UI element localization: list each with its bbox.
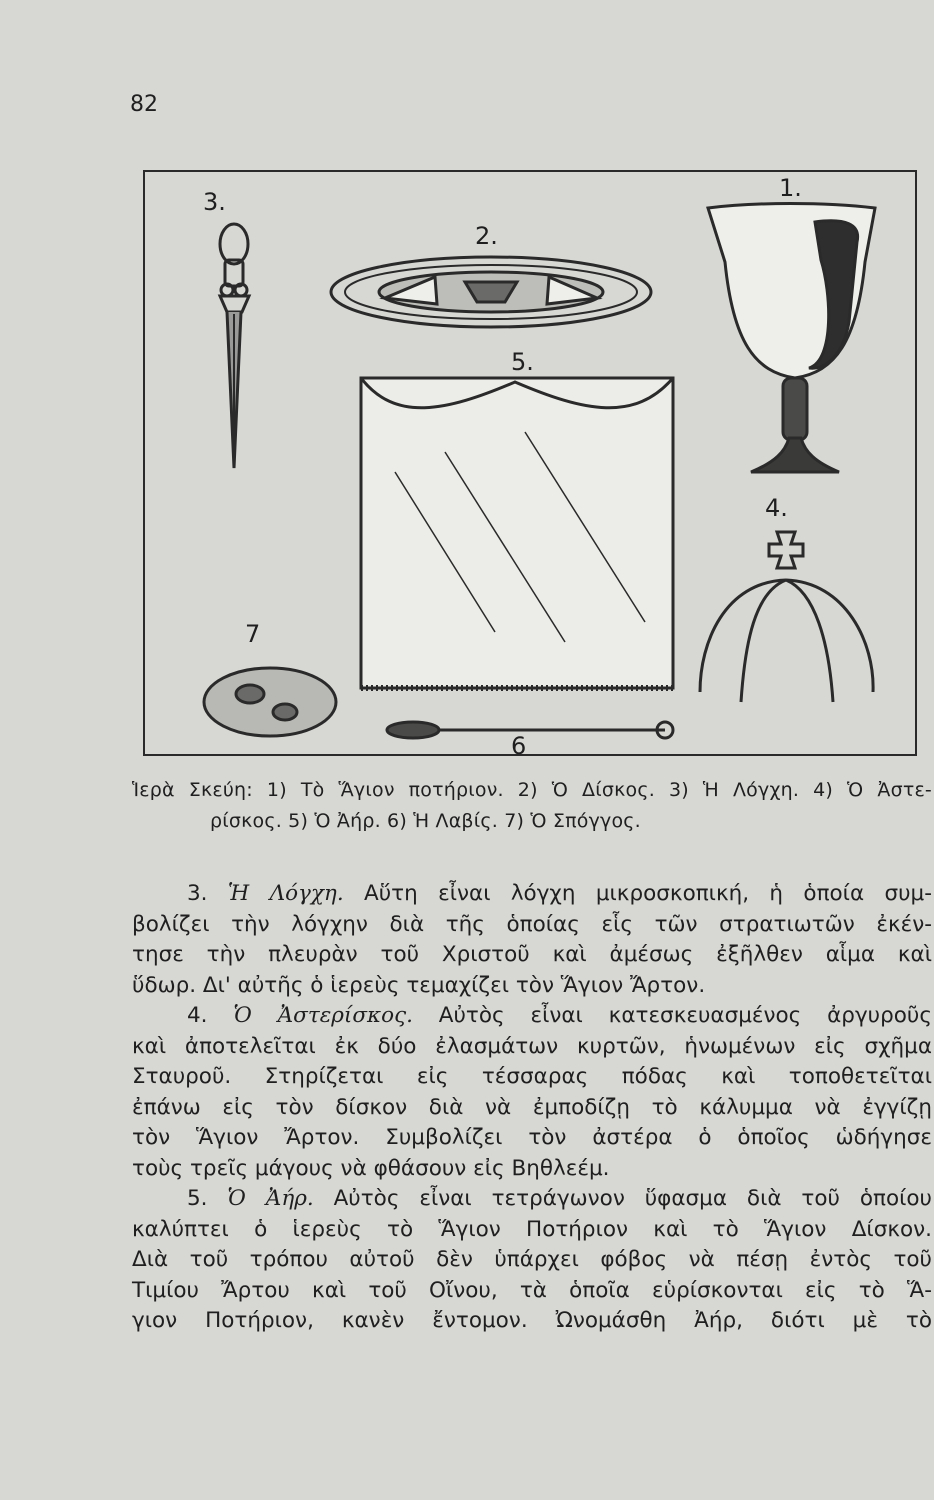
paragraph-line: [132, 1184, 932, 1215]
paragraph-line: Διὰ τοῦ τρόπου αὐτοῦ δὲν ὑπάρχει φόβος νὰ πέσῃ ἐντὸς τοῦ: [132, 1247, 932, 1272]
paragraph-line: βολίζει τὴν λόγχην διὰ τῆς ὁποίας εἷς τῶν στρατιωτῶν ἐκέν-: [132, 911, 932, 937]
paragraph-term: Ὁ Ἀήρ.: [227, 1186, 314, 1211]
spoon-illustration: [387, 722, 673, 738]
lance-illustration: [220, 224, 249, 468]
chalice-illustration: [708, 204, 875, 473]
paragraph-line: ἐπάνω εἰς τὸν δίσκον διὰ νὰ ἐμποδίζῃ τὸ κάλυμμα νὰ ἐγγίζῃ: [132, 1094, 932, 1120]
paragraph-term: Ἡ Λόγχη.: [227, 881, 344, 906]
paragraph-line: Τιμίου Ἄρτου καὶ τοῦ Οἴνου, τὰ ὁποῖα εὑρίσκονται εἰς τὸ Ἅ-: [132, 1277, 932, 1303]
caption-line: Ἱερὰ Σκεύη: 1) Τὸ Ἅγιον ποτήριον. 2) Ὁ Δίσκος. 3) Ἡ Λόγχη. 4) Ὁ Ἀστε-: [132, 779, 932, 801]
label-aer: 5.: [511, 348, 534, 376]
paragraph-line: τησε τὴν πλευρὰν τοῦ Χριστοῦ καὶ ἀμέσως ἐξῆλθεν αἷμα καὶ: [132, 942, 932, 967]
paragraph-text: Αὐτὸς εἶναι τετράγωνον ὕφασμα διὰ τοῦ ὁποίου: [333, 1186, 932, 1211]
paragraph-number: 4.: [187, 1003, 208, 1028]
paragraph-line: τοὺς τρεῖς μάγους νὰ φθάσουν εἰς Βηθλεέμ.: [132, 1155, 610, 1181]
figure-caption: [132, 775, 932, 837]
sponge-illustration: [204, 668, 336, 736]
paragraph-line: καὶ ἀποτελεῖται ἐκ δύο ἐλασμάτων κυρτῶν, ἡνωμένων εἰς σχῆμα: [132, 1033, 932, 1059]
paragraph-line: [132, 1001, 932, 1032]
caption-line: ρίσκος. 5) Ὁ Ἀήρ. 6) Ἡ Λαβίς. 7) Ὁ Σπόγγος.: [210, 810, 641, 832]
paragraph-line: ὕδωρ. Δι' αὐτῆς ὁ ἱερεὺς τεμαχίζει τὸν Ἅγιον Ἄρτον.: [132, 972, 706, 998]
asteriskos-illustration: [700, 532, 873, 702]
aer-illustration: [361, 378, 673, 688]
page-number: 82: [130, 92, 158, 117]
figure-sacred-vessels: [143, 170, 917, 760]
paragraph-line: γιον Ποτήριον, κανὲν ἔντομον. Ὠνομάσθη Ἀήρ, διότι μὲ τὸ: [132, 1308, 932, 1333]
body-text: [132, 879, 932, 1337]
paragraph-number: 5.: [187, 1186, 208, 1211]
label-asteriskos: 4.: [765, 494, 788, 522]
paragraph-line: καλύπτει ὁ ἱερεὺς τὸ Ἅγιον Ποτήριον καὶ τὸ Ἅγιον Δίσκον.: [132, 1216, 932, 1242]
paragraph-text: Αὕτη εἶναι λόγχη μικροσκοπική, ἡ ὁποία συμ-: [364, 881, 932, 906]
label-paten: 2.: [475, 222, 498, 250]
label-sponge: 7: [245, 620, 261, 648]
paragraph-line: [132, 879, 932, 910]
figure-illustration: [145, 172, 915, 754]
label-chalice: 1.: [779, 174, 802, 202]
label-lance: 3.: [203, 188, 226, 216]
paragraph-line: τὸν Ἅγιον Ἄρτον. Συμβολίζει τὸν ἀστέρα ὁ ὁποῖος ὡδήγησε: [132, 1125, 932, 1150]
paragraph-number: 3.: [187, 881, 208, 906]
paragraph-line: Σταυροῦ. Στηρίζεται εἰς τέσσαρας πόδας καὶ τοποθετεῖται: [132, 1064, 932, 1089]
paragraph-term: Ὁ Ἀστερίσκος.: [233, 1003, 413, 1028]
label-spoon: 6: [511, 732, 527, 760]
paragraph-text: Αὐτὸς εἶναι κατεσκευασμένος ἀργυροῦς: [438, 1003, 932, 1028]
paten-illustration: [331, 257, 651, 327]
